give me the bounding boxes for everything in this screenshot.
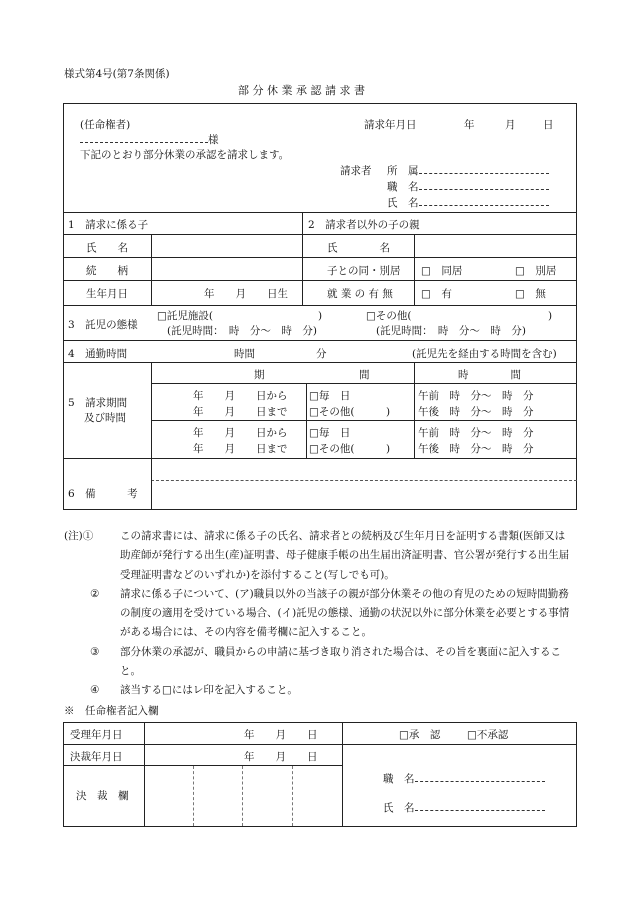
appointer-label: (任命権者) <box>80 119 131 131</box>
period2-from[interactable]: 年 月 日から <box>193 427 288 439</box>
period1-to[interactable]: 年 月 日まで <box>193 406 288 418</box>
notes-list <box>64 527 574 701</box>
note-4 <box>64 681 574 700</box>
note-2-label: ② <box>90 587 100 600</box>
note-1-label: (注)① <box>64 530 94 542</box>
section3-heading: 3 託児の態様 <box>68 319 138 331</box>
note-4-label: ④ <box>90 684 100 697</box>
requester-name-field[interactable] <box>387 195 549 210</box>
request-date-year: 年 <box>464 119 475 131</box>
request-date-label: 請求年月日 <box>364 119 417 131</box>
received-date-value[interactable]: 年 月 日 <box>244 729 318 741</box>
approver-title-label: 職 名 <box>383 773 415 785</box>
reject-checkbox[interactable]: □不承認 <box>467 729 509 741</box>
requester-label: 請求者 <box>340 165 372 177</box>
childcare-other-checkbox[interactable]: □その他( ) <box>366 310 553 322</box>
approver-title-field[interactable] <box>383 771 545 786</box>
cohabit-checkbox-separate[interactable]: □ 別居 <box>515 265 557 277</box>
period1-from[interactable]: 年 月 日から <box>193 390 288 402</box>
section5-heading-2: 及び時間 <box>84 412 126 424</box>
period2-pm-time[interactable]: 午後 時 分～ 時 分 <box>418 443 534 455</box>
note-4-text: 該当する□にはレ印を記入すること。 <box>120 684 298 697</box>
parent-name-input[interactable] <box>415 235 576 256</box>
childcare-facility-time: (託児時間： 時 分～ 時 分) <box>167 325 317 337</box>
period-column-header: 期 間 <box>254 369 370 381</box>
appointer-name-field[interactable] <box>80 132 219 147</box>
form-title: 部 分 休 業 承 認 請 求 書 <box>238 84 365 97</box>
note-3-label: ③ <box>90 645 100 658</box>
relation-label: 続 柄 <box>86 265 128 277</box>
cohabit-checkbox-together[interactable]: □ 同居 <box>421 265 463 277</box>
note-1 <box>64 527 574 585</box>
period2-other-checkbox[interactable]: □その他( ) <box>309 443 391 455</box>
period1-other-checkbox[interactable]: □その他( ) <box>309 406 391 418</box>
section6-heading: 6 備 考 <box>68 488 138 500</box>
request-date-day: 日 <box>543 119 554 131</box>
parent-name-label: 氏 名 <box>327 242 390 254</box>
commute-minutes-label: 分 <box>316 348 327 360</box>
period2-daily-checkbox[interactable]: □毎 日 <box>309 427 351 439</box>
approver-name-field[interactable] <box>383 800 545 815</box>
commute-hours-label: 時間 <box>234 348 255 360</box>
dept-label: 所 属 <box>387 165 419 177</box>
appointer-section-heading: ※ 任命権者記入欄 <box>64 705 159 717</box>
child-name-label: 氏 名 <box>86 242 128 254</box>
childcare-facility-checkbox[interactable]: □託児施設( ) <box>157 310 323 322</box>
section2-heading: 2 請求者以外の子の親 <box>308 219 420 231</box>
period1-am-time[interactable]: 午前 時 分～ 時 分 <box>418 390 534 402</box>
request-date-month: 月 <box>505 119 516 131</box>
section4-heading: 4 通勤時間 <box>68 348 128 360</box>
period1-pm-time[interactable]: 午後 時 分～ 時 分 <box>418 406 534 418</box>
employment-checkbox-yes[interactable]: □ 有 <box>421 288 452 300</box>
relation-input[interactable] <box>152 258 301 279</box>
form-number: 様式第4号(第7条関係) <box>64 68 170 80</box>
title-label: 職 名 <box>387 181 419 193</box>
requester-title-field[interactable] <box>387 179 549 194</box>
note-2-text: 請求に係る子について、(ア)職員以外の当該子の親が部分休業その他の育児のための短時間勤務の制度の適用を受けている場合、(イ)託児の態様、通勤の状況以外に部分休業を必要とする事情がある場合には、その内容を備考欄に記入すること。 <box>120 587 570 639</box>
sama-label: 様 <box>208 134 219 146</box>
birth-label: 生年月日 <box>86 288 128 300</box>
time-column-header: 時 間 <box>458 369 521 381</box>
employment-label: 就 業 の 有 無 <box>327 288 393 300</box>
note-2 <box>64 585 574 643</box>
approve-checkbox[interactable]: □承 認 <box>399 729 441 741</box>
remarks-input[interactable] <box>152 459 576 509</box>
decision-date-label: 決裁年月日 <box>70 751 123 763</box>
section5-heading-1: 5 請求期間 <box>68 397 128 409</box>
commute-note: (託児先を経由する時間を含む) <box>412 348 557 360</box>
note-3 <box>64 643 574 682</box>
cohabit-label: 子との同・別居 <box>327 265 401 277</box>
period1-daily-checkbox[interactable]: □毎 日 <box>309 390 351 402</box>
section1-heading: 1 請求に係る子 <box>68 219 149 231</box>
name-label: 氏 名 <box>387 197 419 209</box>
requester-dept-field[interactable] <box>387 163 549 178</box>
note-1-text: この請求書には、請求に係る子の氏名、請求者との続柄及び生年月日を証明する書類(医師又は助産師が発行する出生(産)証明書、母子健康手帳の出生届出済証明書、官公署が発行する出生届受理証明書などのいずれか)を添付すること(写しでも可)。 <box>120 530 570 581</box>
decision-date-value[interactable]: 年 月 日 <box>244 751 318 763</box>
note-3-text: 部分休業の承認が、職員からの申請に基づき取り消された場合は、その旨を裏面に記入すること。 <box>120 645 561 678</box>
approver-name-label: 氏 名 <box>383 802 415 814</box>
birth-value[interactable]: 年 月 日生 <box>204 288 288 300</box>
period2-am-time[interactable]: 午前 時 分～ 時 分 <box>418 427 534 439</box>
decision-column-label: 決 裁 欄 <box>76 790 129 802</box>
received-date-label: 受理年月日 <box>70 729 123 741</box>
request-sentence: 下記のとおり部分休業の承認を請求します。 <box>80 149 290 161</box>
employment-checkbox-no[interactable]: □ 無 <box>515 288 546 300</box>
period2-to[interactable]: 年 月 日まで <box>193 443 288 455</box>
childcare-other-time: (託児時間： 時 分～ 時 分) <box>376 325 526 337</box>
child-name-input[interactable] <box>152 235 301 256</box>
